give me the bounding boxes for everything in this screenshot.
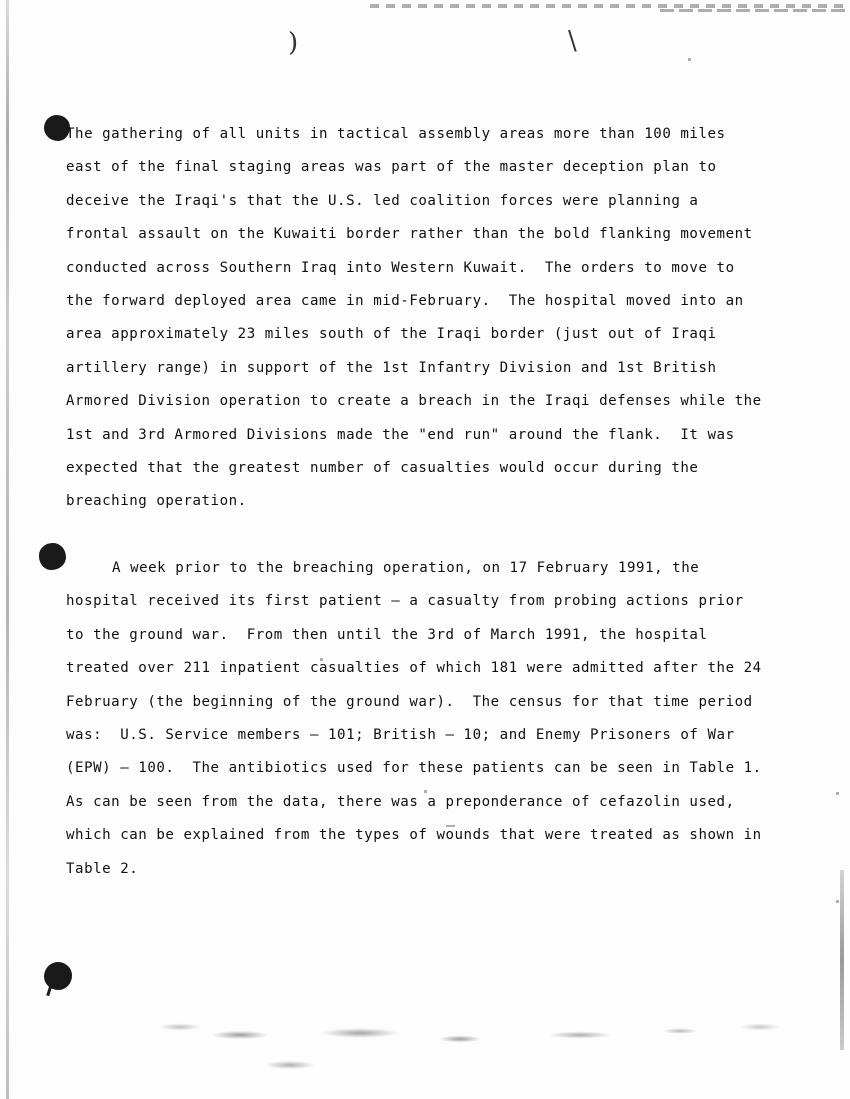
scan-speck [688, 58, 691, 61]
scan-speck [836, 900, 839, 903]
paragraph-1: The gathering of all units in tactical assembly areas more than 100 miles east of the final staging areas was part of the master deception plan to deceive the Iraqi's that the U.S. led coalition forces were planning a frontal assault on the Kuwaiti border rather than the bold flanking movement conducted across Southern Iraq into Western Kuwait. The orders to move to the forward deployed area came in mid-February. The hospital moved into an area approximately 23 miles south of the Iraqi border (just out of Iraqi artillery range) in support of the 1st Infantry Division and 1st British Armored Division operation to create a breach in the Iraqi defenses while the 1st and 3rd Armored Divisions made the "end run" around the flank. It was expected that the greatest number of casualties would occur during the breaching operation. [66, 126, 771, 510]
scan-edge-artifact-left [6, 0, 9, 1099]
document-body [66, 118, 780, 886]
handwritten-mark-left: ) [288, 28, 299, 58]
paragraph-spacer [66, 519, 766, 552]
scan-speck [836, 792, 839, 795]
handwritten-mark-right: \ [568, 26, 577, 56]
scan-bottom-smudge [60, 1015, 800, 1095]
scan-edge-artifact-top-right [660, 9, 850, 12]
scan-edge-artifact-top [370, 4, 848, 8]
scan-edge-artifact-right [840, 870, 844, 1050]
paragraph-2: A week prior to the breaching operation, on 17 February 1991, the hospital received its first patient — a casualty from probing actions prior to the ground war. From then until the 3rd of March 1991, the hospital treated over 211 inpatient casualties of which 181 were admitted after the 24 February (the beginning of the ground war). The census for that time period was: U.S. Service members — 101; British — 10; and Enemy Prisoners of War (EPW) — 100. The antibiotics used for these patients can be seen in Table 1. As can be seen from the data, there was a preponderance of cefazolin used, which can be explained from the types of wounds that were treated as shown in Table 2. [66, 559, 780, 877]
hole-punch-mark-middle [39, 543, 66, 570]
